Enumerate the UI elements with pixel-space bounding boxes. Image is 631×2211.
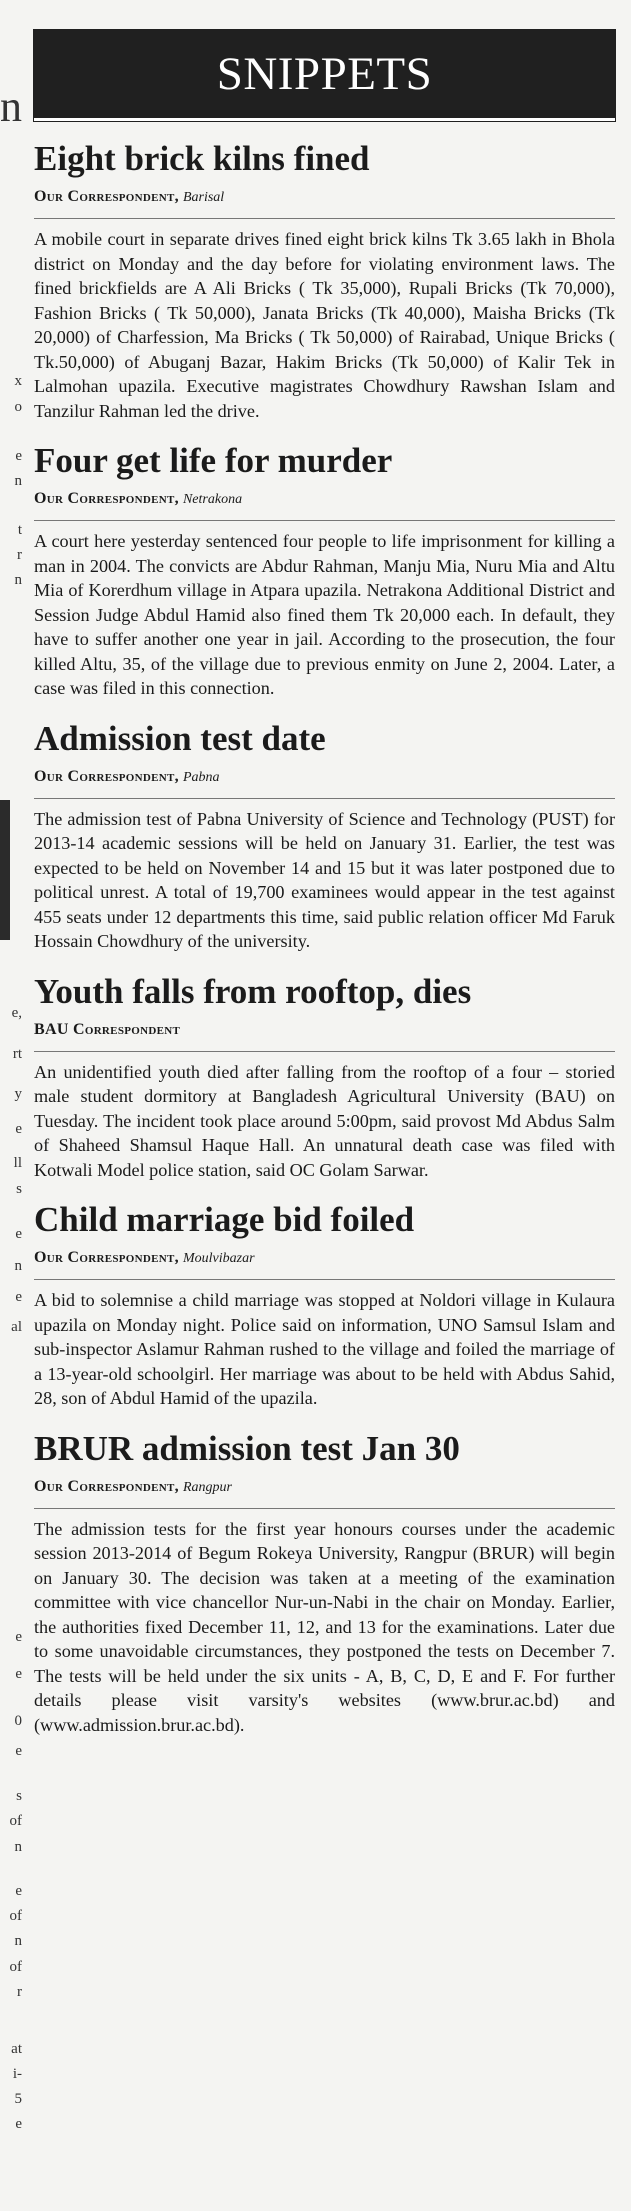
gutter-fragment: t bbox=[17, 522, 22, 538]
byline-correspondent: Our Correspondent, bbox=[34, 1249, 179, 1266]
byline-place: Barisal bbox=[182, 190, 225, 205]
story-headline: BRUR admission test Jan 30 bbox=[34, 1428, 460, 1468]
story-byline bbox=[34, 1475, 615, 1509]
gutter-fragment: at bbox=[11, 2041, 22, 2057]
story-headline: Youth falls from rooftop, dies bbox=[34, 971, 472, 1011]
story-byline bbox=[34, 185, 615, 219]
adjacent-column-fragment bbox=[0, 0, 22, 2211]
story-body: The admission test of Pabna University of Science and Technology (PUST) for 2013-14 academic sessions will be held on January 31. Earlier, the test was expected to be held on November 14 and 15 but it was later postponed due to political unrest. A total of 19,700 examinees would appear in the test against 455 seats under 12 departments this time, said public relation officer Md Faruk Hossain Chowdhury of the university. bbox=[34, 808, 615, 951]
gutter-rule bbox=[0, 800, 10, 940]
gutter-fragment: 0 bbox=[14, 1713, 22, 1729]
story-body: A court here yesterday sentenced four people to life imprisonment for killing a man in 2004. The convicts are Abdur Rahman, Manju Mia, Nuru Mia and Altu Mia of Korerdhum village in Atpara upazila. Netrakona Additional District and Session Judge Abdul Hamid also fined them Tk 20,000 each. In default, they have to suffer another one year in jail. According to the prosecution, the four killed Altu, 35, of the village due to previous enmity on June 2, 2004. Later, a case was filed in this connection. bbox=[34, 531, 615, 698]
story-headline: Eight brick kilns fined bbox=[34, 139, 370, 178]
gutter-fragment: n bbox=[14, 473, 22, 489]
gutter-fragment: r bbox=[17, 547, 22, 563]
gutter-fragment: s bbox=[16, 1788, 22, 1804]
gutter-fragment: n bbox=[14, 1258, 22, 1274]
story-byline bbox=[34, 765, 615, 799]
gutter-fragment: x bbox=[14, 373, 22, 389]
gutter-fragment: e bbox=[15, 1666, 22, 1682]
gutter-fragment: of bbox=[9, 1959, 22, 1975]
news-story bbox=[34, 717, 615, 954]
section-banner: SNIPPETS bbox=[34, 30, 615, 121]
byline-place: Moulvibazar bbox=[182, 1251, 255, 1266]
byline-correspondent: BAU Correspondent bbox=[34, 1020, 181, 1038]
gutter-fragment: y bbox=[14, 1086, 22, 1102]
gutter-fragment: e, bbox=[11, 1005, 22, 1021]
story-byline bbox=[34, 1018, 615, 1052]
gutter-fragment: e bbox=[15, 1289, 22, 1305]
story-headline: Child marriage bid foiled bbox=[34, 1200, 415, 1239]
gutter-fragment: r bbox=[17, 1984, 22, 2000]
gutter-fragment: e bbox=[15, 1629, 22, 1645]
story-byline bbox=[34, 1246, 615, 1280]
story-body: An unidentified youth died after falling from the rooftop of a four – storied male student dormitory at Bangladesh Agricultural University (BAU) on Tuesday. The incident took place around 5:00pm, said provost Md Abdus Salm of Shaheed Shamsul Haque Hall. An unnatural death case was filed with Kotwali Model police station, said OC Golam Sarwar. bbox=[34, 1061, 615, 1180]
byline-correspondent: Our Correspondent, bbox=[34, 767, 179, 785]
news-story bbox=[34, 137, 615, 423]
byline-correspondent: Our Correspondent, bbox=[34, 1477, 179, 1495]
byline-correspondent: Our Correspondent, bbox=[34, 490, 179, 507]
gutter-fragment: n bbox=[14, 1839, 22, 1855]
story-byline bbox=[34, 487, 615, 521]
byline-place: Netrakona bbox=[182, 492, 243, 507]
gutter-fragment: rt bbox=[12, 1046, 22, 1062]
gutter-fragment: ll bbox=[13, 1155, 22, 1171]
gutter-fragment: of bbox=[9, 1908, 22, 1924]
byline-place: Rangpur bbox=[182, 1479, 232, 1495]
gutter-fragment: n bbox=[0, 82, 22, 131]
gutter-fragment: e bbox=[15, 1121, 22, 1137]
news-story bbox=[34, 1198, 615, 1411]
news-story bbox=[34, 970, 615, 1183]
gutter-fragment: e bbox=[15, 2116, 22, 2132]
gutter-fragment: e bbox=[15, 448, 22, 464]
story-body: A mobile court in separate drives fined eight brick kilns Tk 3.65 lakh in Bhola district on Monday and the day before for violating environment laws. The fined brickfields are A Ali Bricks ( Tk 35,000), Rupali Bricks (Tk 70,000), Fashion Bricks ( Tk 50,000), Janata Bricks (Tk 40,000), Maisha Bricks (Tk 20,000) of Charfession, Ma Bricks ( Tk 50,000) of Rairabad, Unique Bricks ( Tk.50,000) of Abuganj Bazar, Hakim Bricks (Tk 50,000) of Kalir Tek in Lalmohan upazila. Executive magistrates Chowdhury Rawshan Islam and Tanzilur Rahman led the drive. bbox=[34, 229, 615, 421]
gutter-fragment: i- bbox=[12, 2066, 22, 2082]
story-headline: Admission test date bbox=[34, 718, 326, 758]
byline-place: Pabna bbox=[182, 769, 220, 785]
gutter-fragment: of bbox=[9, 1813, 22, 1829]
gutter-fragment: o bbox=[14, 399, 22, 415]
gutter-fragment: s bbox=[16, 1181, 22, 1197]
gutter-fragment: e bbox=[15, 1226, 22, 1242]
story-body: The admission tests for the first year honours courses under the academic session 2013-2014 of Begum Rokeya University, Rangpur (BRUR) will begin on January 30. The decision was taken at a meeting of the examination committee with vice chancellor Nur-un-Nabi in the chair on Monday. Earlier, the authorities fixed December 11, 12, and 13 for the examinations. Later due to some unavoidable circumstances, they postponed the tests on December 7. The tests will be held under the six units - A, B, C, D, E and F. For further details please visit varsity's websites (www.brur.ac.bd) and (www.admission.brur.ac.bd). bbox=[34, 1518, 615, 1735]
gutter-fragment: e bbox=[15, 1883, 22, 1899]
gutter-fragment: n bbox=[14, 1933, 22, 1949]
gutter-fragment: n bbox=[14, 572, 22, 588]
story-headline: Four get life for murder bbox=[34, 441, 393, 480]
gutter-fragment: al bbox=[11, 1319, 22, 1335]
news-story bbox=[34, 1427, 615, 1738]
story-body: A bid to solemnise a child marriage was stopped at Noldori village in Kulaura upazila on Monday night. Police said on information, UNO Samsul Islam and sub-inspector Aslamur Rahman rushed to the village and foiled the marriage of a 13-year-old schoolgirl. Her marriage was about to be held with Abdus Sahid, 28, son of Abdul Hamid of the upazila. bbox=[34, 1290, 615, 1408]
news-story bbox=[34, 439, 615, 701]
gutter-fragment: e bbox=[15, 1743, 22, 1759]
gutter-fragment: 5 bbox=[14, 2091, 22, 2107]
snippets-column bbox=[34, 30, 615, 1737]
byline-correspondent: Our Correspondent, bbox=[34, 188, 179, 205]
